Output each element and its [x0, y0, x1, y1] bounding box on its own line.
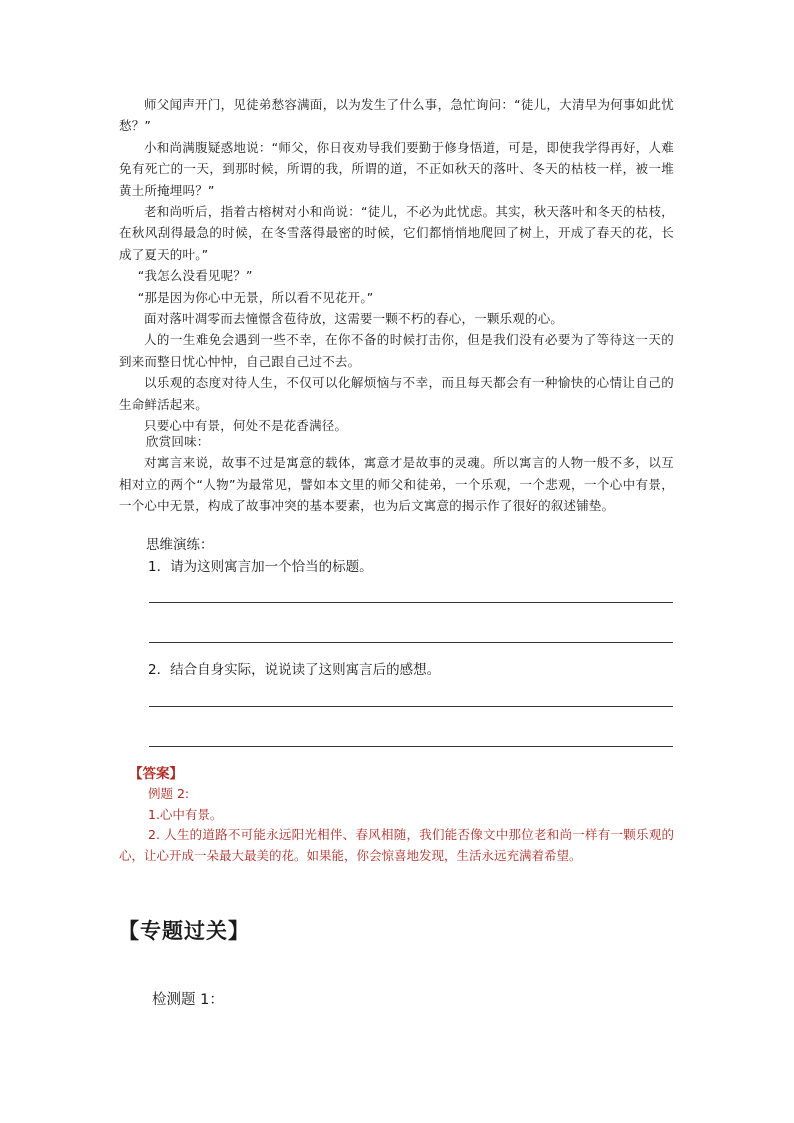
answer-2: 2. 人生的道路不可能永远阳光相伴、春风相随，我们能否像文中那位老和尚一样有一颗乐观的心，让心开成一朵最大最美的花。如果能，你会惊喜地发现，生活永远充满着希望。 [119, 827, 674, 863]
paragraph: 人的一生难免会遇到一些不幸，在你不备的时候打击你，但是我们没有必要为了等待这一天的到来而整日忧心忡忡，自己跟自己过不去。 [119, 332, 674, 369]
answer-1: 1.心中有景。 [148, 806, 223, 822]
paragraph: 老和尚听后，指着古榕树对小和尚说：“徒儿，不必为此忧虑。其实，秋天落叶和冬天的枯枝，在秋风刮得最急的时候，在冬雪落得最密的时候，它们都悄悄地爬回了树上，开成了春天的花，长成了夏天的叶。” [119, 204, 674, 262]
test-title: 检测题 1： [152, 992, 224, 1008]
exercise-heading: 思维演练： [146, 537, 214, 553]
question-2: 2．结合自身实际，说说读了这则寓言后的感想。 [148, 662, 441, 678]
answer-title: 【答案】 [129, 766, 183, 782]
appreciation-heading: 欣赏回味： [146, 434, 210, 449]
story-text [119, 94, 674, 437]
exercise-section [119, 534, 674, 578]
question-1: 1．请为这则寓言加一个恰当的标题。 [148, 559, 373, 575]
dialogue-line: “那是因为你心中无景，所以看不见花开。” [137, 289, 374, 305]
paragraph: 只要心中有景，何处不是花香满径。 [144, 418, 348, 434]
answer-section [119, 764, 674, 866]
answer-line[interactable] [149, 706, 673, 707]
paragraph: 以乐观的态度对待人生，不仅可以化解烦恼与不幸，而且每天都会有一种愉快的心情让自己的生命鲜活起来。 [119, 375, 674, 412]
appreciation-section [119, 431, 674, 517]
question-2-wrap [119, 659, 674, 681]
answer-line[interactable] [149, 746, 673, 747]
paragraph: 师父闻声开门，见徒弟愁容满面，以为发生了什么事，急忙询问：“徒儿，大清早为何事如此忧愁？” [119, 97, 674, 134]
answer-line[interactable] [149, 602, 673, 603]
paragraph: 小和尚满腹疑惑地说：“师父，你日夜劝导我们要勤于修身悟道，可是，即使我学得再好，人难免有死亡的一天，到那时候，所谓的我，所谓的道，不正如秋天的落叶、冬天的枯枝一样，被一堆黄土所掩埋吗？” [119, 139, 674, 198]
paragraph: 面对落叶凋零而去憧憬含苞待放，这需要一颗不朽的春心，一颗乐观的心。 [144, 311, 564, 327]
answer-example: 例题 2: [148, 786, 190, 801]
appreciation-text: 对寓言来说，故事不过是寓意的载体，寓意才是故事的灵魂。所以寓言的人物一般不多，以互相对立的两个“人物”为最常见，譬如本文里的师父和徒弟，一个乐观，一个悲观，一个心中有景，一个心中无景，构成了故事冲突的基本要素，也为后文寓意的揭示作了很好的叙述铺垫。 [119, 455, 674, 514]
answer-line[interactable] [149, 642, 673, 643]
dialogue-line: “我怎么没看见呢？” [137, 268, 253, 284]
section-title: 【专题过关】 [118, 919, 250, 943]
